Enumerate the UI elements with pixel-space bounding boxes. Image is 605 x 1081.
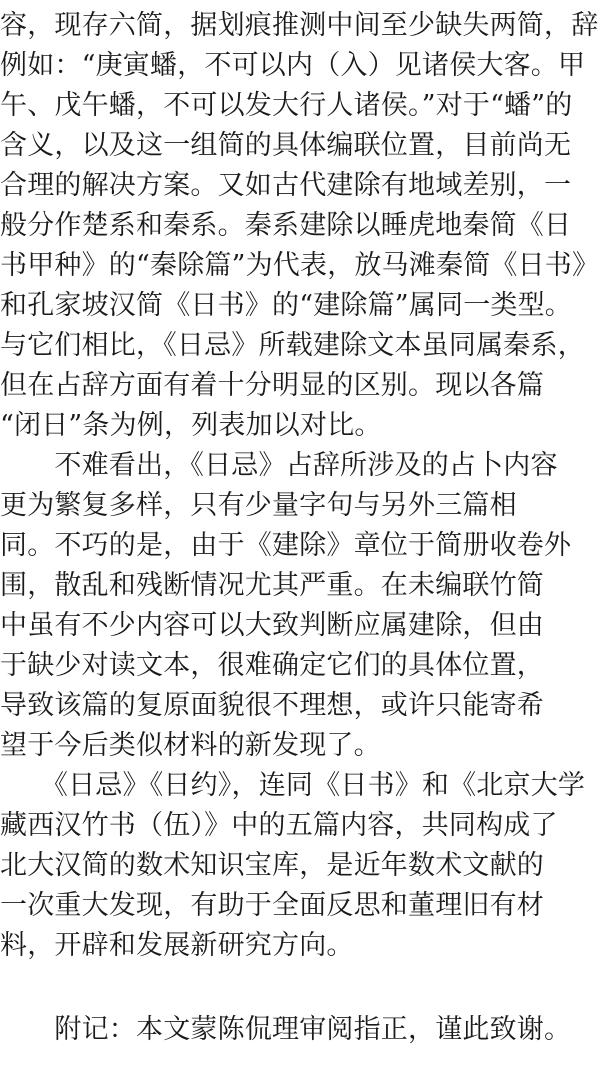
text-line: 般分作楚系和秦系。秦系建除以睡虎地秦简《日 [0,210,572,241]
text-line: 合理的解决方案。又如古代建除有地域差别，一 [0,170,572,201]
text-line: 含义，以及这一组简的具体编联位置，目前尚无 [0,130,572,161]
text-line: 于缺少对读文本，很难确定它们的具体位置， [0,650,544,681]
text-line: 料，开辟和发展新研究方向。 [0,930,354,961]
text-line: 中虽有不少内容可以大致判断应属建除，但由 [0,610,544,641]
text-line: 书甲种》的“秦除篇”为代表，放马滩秦简《日书》 [0,250,600,281]
text-line: 容，现存六简，据划痕推测中间至少缺失两简，辞 [0,10,599,41]
text-line: 望于今后类似材料的新发现了。 [0,730,381,761]
text-line: 与它们相比，《日忌》所载建除文本虽同属秦系， [0,330,585,361]
acknowledgement-note: 附记：本文蒙陈侃理审阅指正，谨此致谢。 [0,1014,572,1045]
text-line: 北大汉简的数术知识宝库，是近年数术文献的 [0,850,544,881]
text-line: 一次重大发现，有助于全面反思和董理旧有材 [0,890,544,921]
text-line: 《日忌》《日约》，连同《日书》和《北京大学 [0,770,586,801]
text-line: 同。不巧的是，由于《建除》章位于简册收卷外 [0,530,572,561]
text-line: 不难看出，《日忌》占辞所涉及的占卜内容 [0,450,558,481]
text-line: 导致该篇的复原面貌很不理想，或许只能寄希 [0,690,544,721]
text-line: 但在占辞方面有着十分明显的区别。现以各篇 [0,370,544,401]
text-line: 例如：“庚寅蟠，不可以内（入）见诸侯大客。甲 [0,50,586,81]
text-line: 和孔家坡汉简《日书》的“建除篇”属同一类型。 [0,290,573,321]
text-line: 藏西汉竹书（伍）》中的五篇内容，共同构成了 [0,810,558,841]
text-line: “闭日”条为例，列表加以对比。 [0,410,382,441]
text-line: 围，散乱和残断情况尤其严重。在未编联竹简 [0,570,544,601]
text-line: 午、戊午蟠，不可以发大行人诸侯。”对于“蟠”的 [0,90,573,121]
text-line: 更为繁复多样，只有少量字句与另外三篇相 [0,490,517,521]
